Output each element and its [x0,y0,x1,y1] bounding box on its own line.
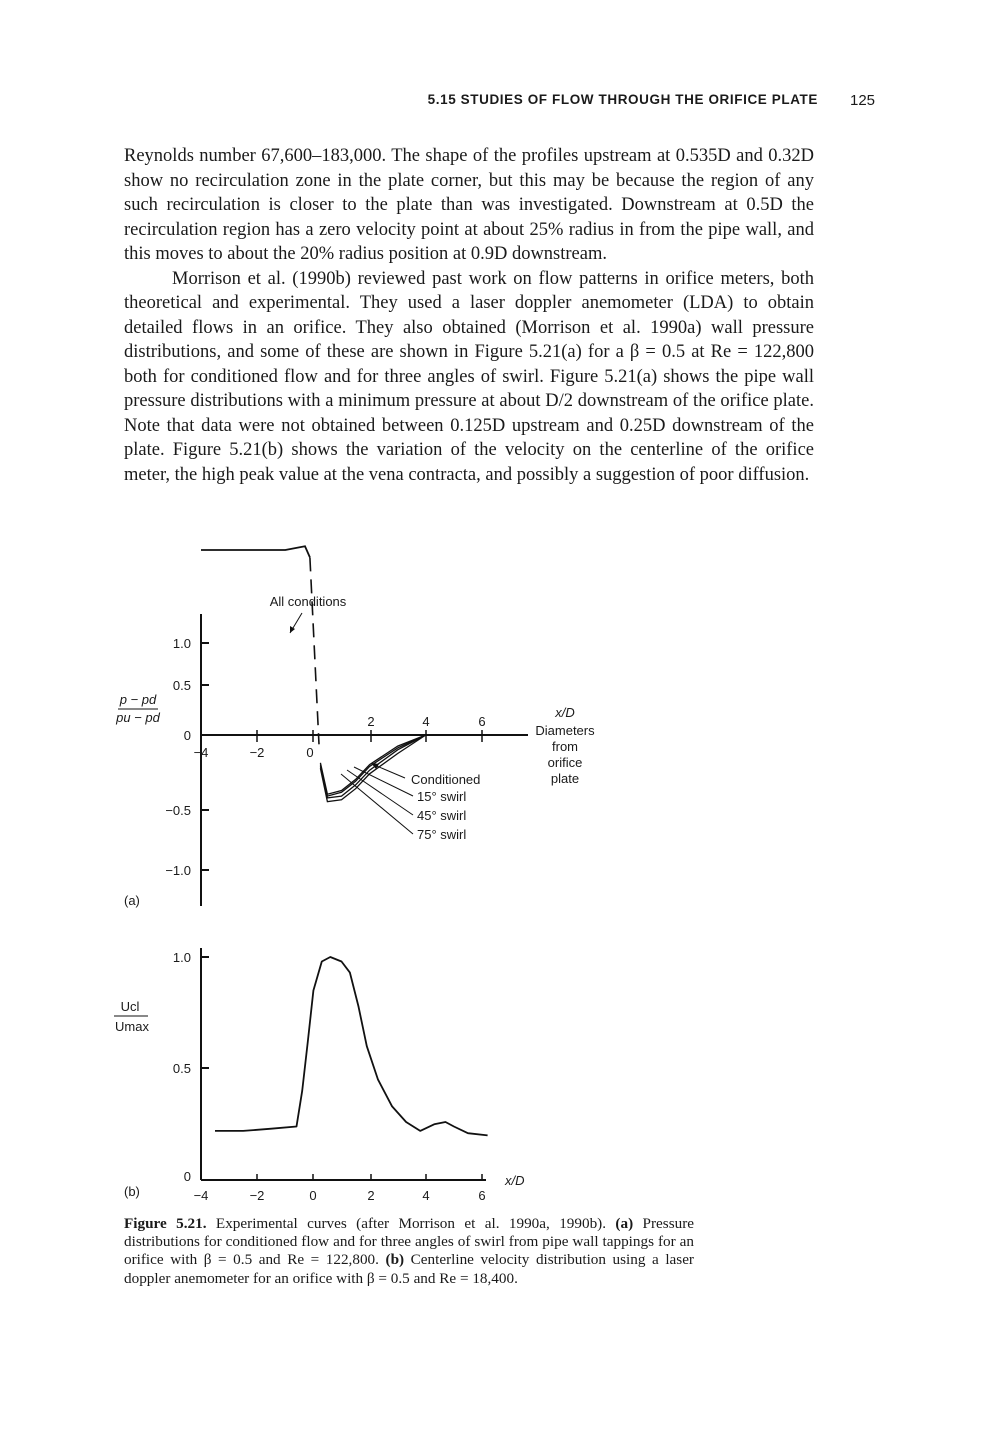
panel-b-series-centerline-velocity [215,957,488,1135]
panel-a-xaxis-note-line: orifice [547,755,583,770]
page-number: 125 [850,92,876,109]
panel-a-series-all-conditions [201,546,310,557]
panel-a-xaxis-note-line: x/D [555,705,575,720]
panel-b [114,948,525,1203]
panel-a-ytick-label: 0.5 [172,678,191,693]
figure-caption [124,1215,694,1288]
panel-a-xtick-label: 6 [478,714,486,729]
panel-b-ytick-label: 0 [183,1169,191,1184]
panel-a-xtick-label: 2 [367,714,375,729]
panel-b-ytick-label: 0.5 [172,1061,191,1076]
curve-label-conditioned: Conditioned [411,772,481,787]
figure-svg [100,580,660,1220]
panel-a-series-45-swirl [320,735,425,798]
panel-b-xtick-label: 6 [478,1188,486,1203]
panel-a [115,546,595,908]
panel-b-xlabel: x/D [505,1173,525,1188]
panel-b-xtick-label: 0 [309,1188,317,1203]
panel-a-xaxis-note-line: Diameters [535,723,595,738]
caption-b-text: Centerline velocity distribution using a laser doppler anemometer for an orifice with β = 0.5 and Re = 18,400. [124,1251,694,1287]
caption-text: Experimental curves (after Morrison et al. 1990a, 1990b). [206,1215,616,1232]
paragraph-1: Reynolds number 67,600–183,000. The shape of the profiles upstream at 0.535D and 0.32D show no recirculation zone in the plate corner, but this may be because the region of any such recirculation is closer to the plate than was investigated. Downstream at 0.5D the recirculation region has a zero velocity point at about 25% radius in from the pipe wall, and this moves to about the 20% radius position at 0.9D downstream. [124,146,814,264]
panel-a-xtick-label: −4 [193,745,209,760]
panel-a-xaxis-note-line: plate [550,771,580,786]
panel-b-label: (b) [124,1184,140,1199]
caption-a-label: (a) [615,1215,634,1232]
panel-a-dashed-connector [310,557,319,744]
panel-b-ylabel-denominator: Umax [115,1019,149,1034]
panel-b-xtick-label: 4 [422,1188,430,1203]
body-text [124,144,814,487]
panel-b-xtick-label: −4 [193,1188,209,1203]
panel-a-label: (a) [124,893,140,908]
paragraph-2: Morrison et al. (1990b) reviewed past work on flow patterns in orifice meters, both theoretical and experimental. They used a laser doppler anemometer (LDA) to obtain detailed flows in an orifice. They also obtained (Morrison et al. 1990a) wall pressure distributions, and some of these are shown in Figure 5.21(a) for a β = 0.5 at Re = 122,800 both for conditioned flow and for three angles of swirl. Figure 5.21(a) shows the pipe wall pressure distributions with a minimum pressure at about D/2 downstream of the orifice plate. Note that data were not obtained between 0.125D upstream and 0.25D downstream of the plate. Figure 5.21(b) shows the variation of the velocity on the centerline of the orifice meter, the high peak value at the vena contracta, and possibly a suggestion of poor diffusion. [124,268,814,485]
panel-a-series-15-swirl [320,735,425,796]
panel-b-xtick-label: 2 [367,1188,375,1203]
page-header [0,92,1008,116]
panel-a-xtick-label: 0 [306,745,314,760]
panel-b-curves [215,957,488,1135]
annotation-all-arrowhead [290,626,295,633]
annotation-all-conditions: All conditions [269,594,347,609]
panel-a-ylabel-numerator: p − pd [119,692,157,707]
running-head: 5.15 STUDIES OF FLOW THROUGH THE ORIFICE PLATE [427,92,818,107]
caption-b-label: (b) [385,1251,405,1269]
panel-b-xtick-label: −2 [249,1188,265,1203]
panel-a-ytick-label: 1.0 [172,636,191,651]
panel-a-xtick-label: −2 [249,745,265,760]
panel-a-ytick-label: 0 [183,728,191,743]
panel-a-ytick-label: −1.0 [165,863,191,878]
caption-a-text: Pressure distributions for conditioned flow and for three angles of swirl from pipe wall tappings for an orifice with β = 0.5 and Re = 122,800. [124,1215,694,1269]
panel-b-ylabel-numerator: Ucl [120,999,140,1014]
panel-a-ytick-label: −0.5 [165,803,191,818]
figure-5-21 [100,580,660,1220]
panel-b-ytick-label: 1.0 [172,950,191,965]
curve-label-45-swirl: 45° swirl [417,808,467,823]
caption-label: Figure 5.21. [124,1215,207,1232]
panel-a-ylabel-denominator: pu − pd [116,710,160,725]
curve-label-15-swirl: 15° swirl [417,789,467,804]
curve-label-75-swirl: 75° swirl [417,827,467,842]
panel-a-xtick-label: 4 [422,714,430,729]
panel-a-curves [201,546,426,801]
panel-a-xaxis-note-line: from [552,739,578,754]
